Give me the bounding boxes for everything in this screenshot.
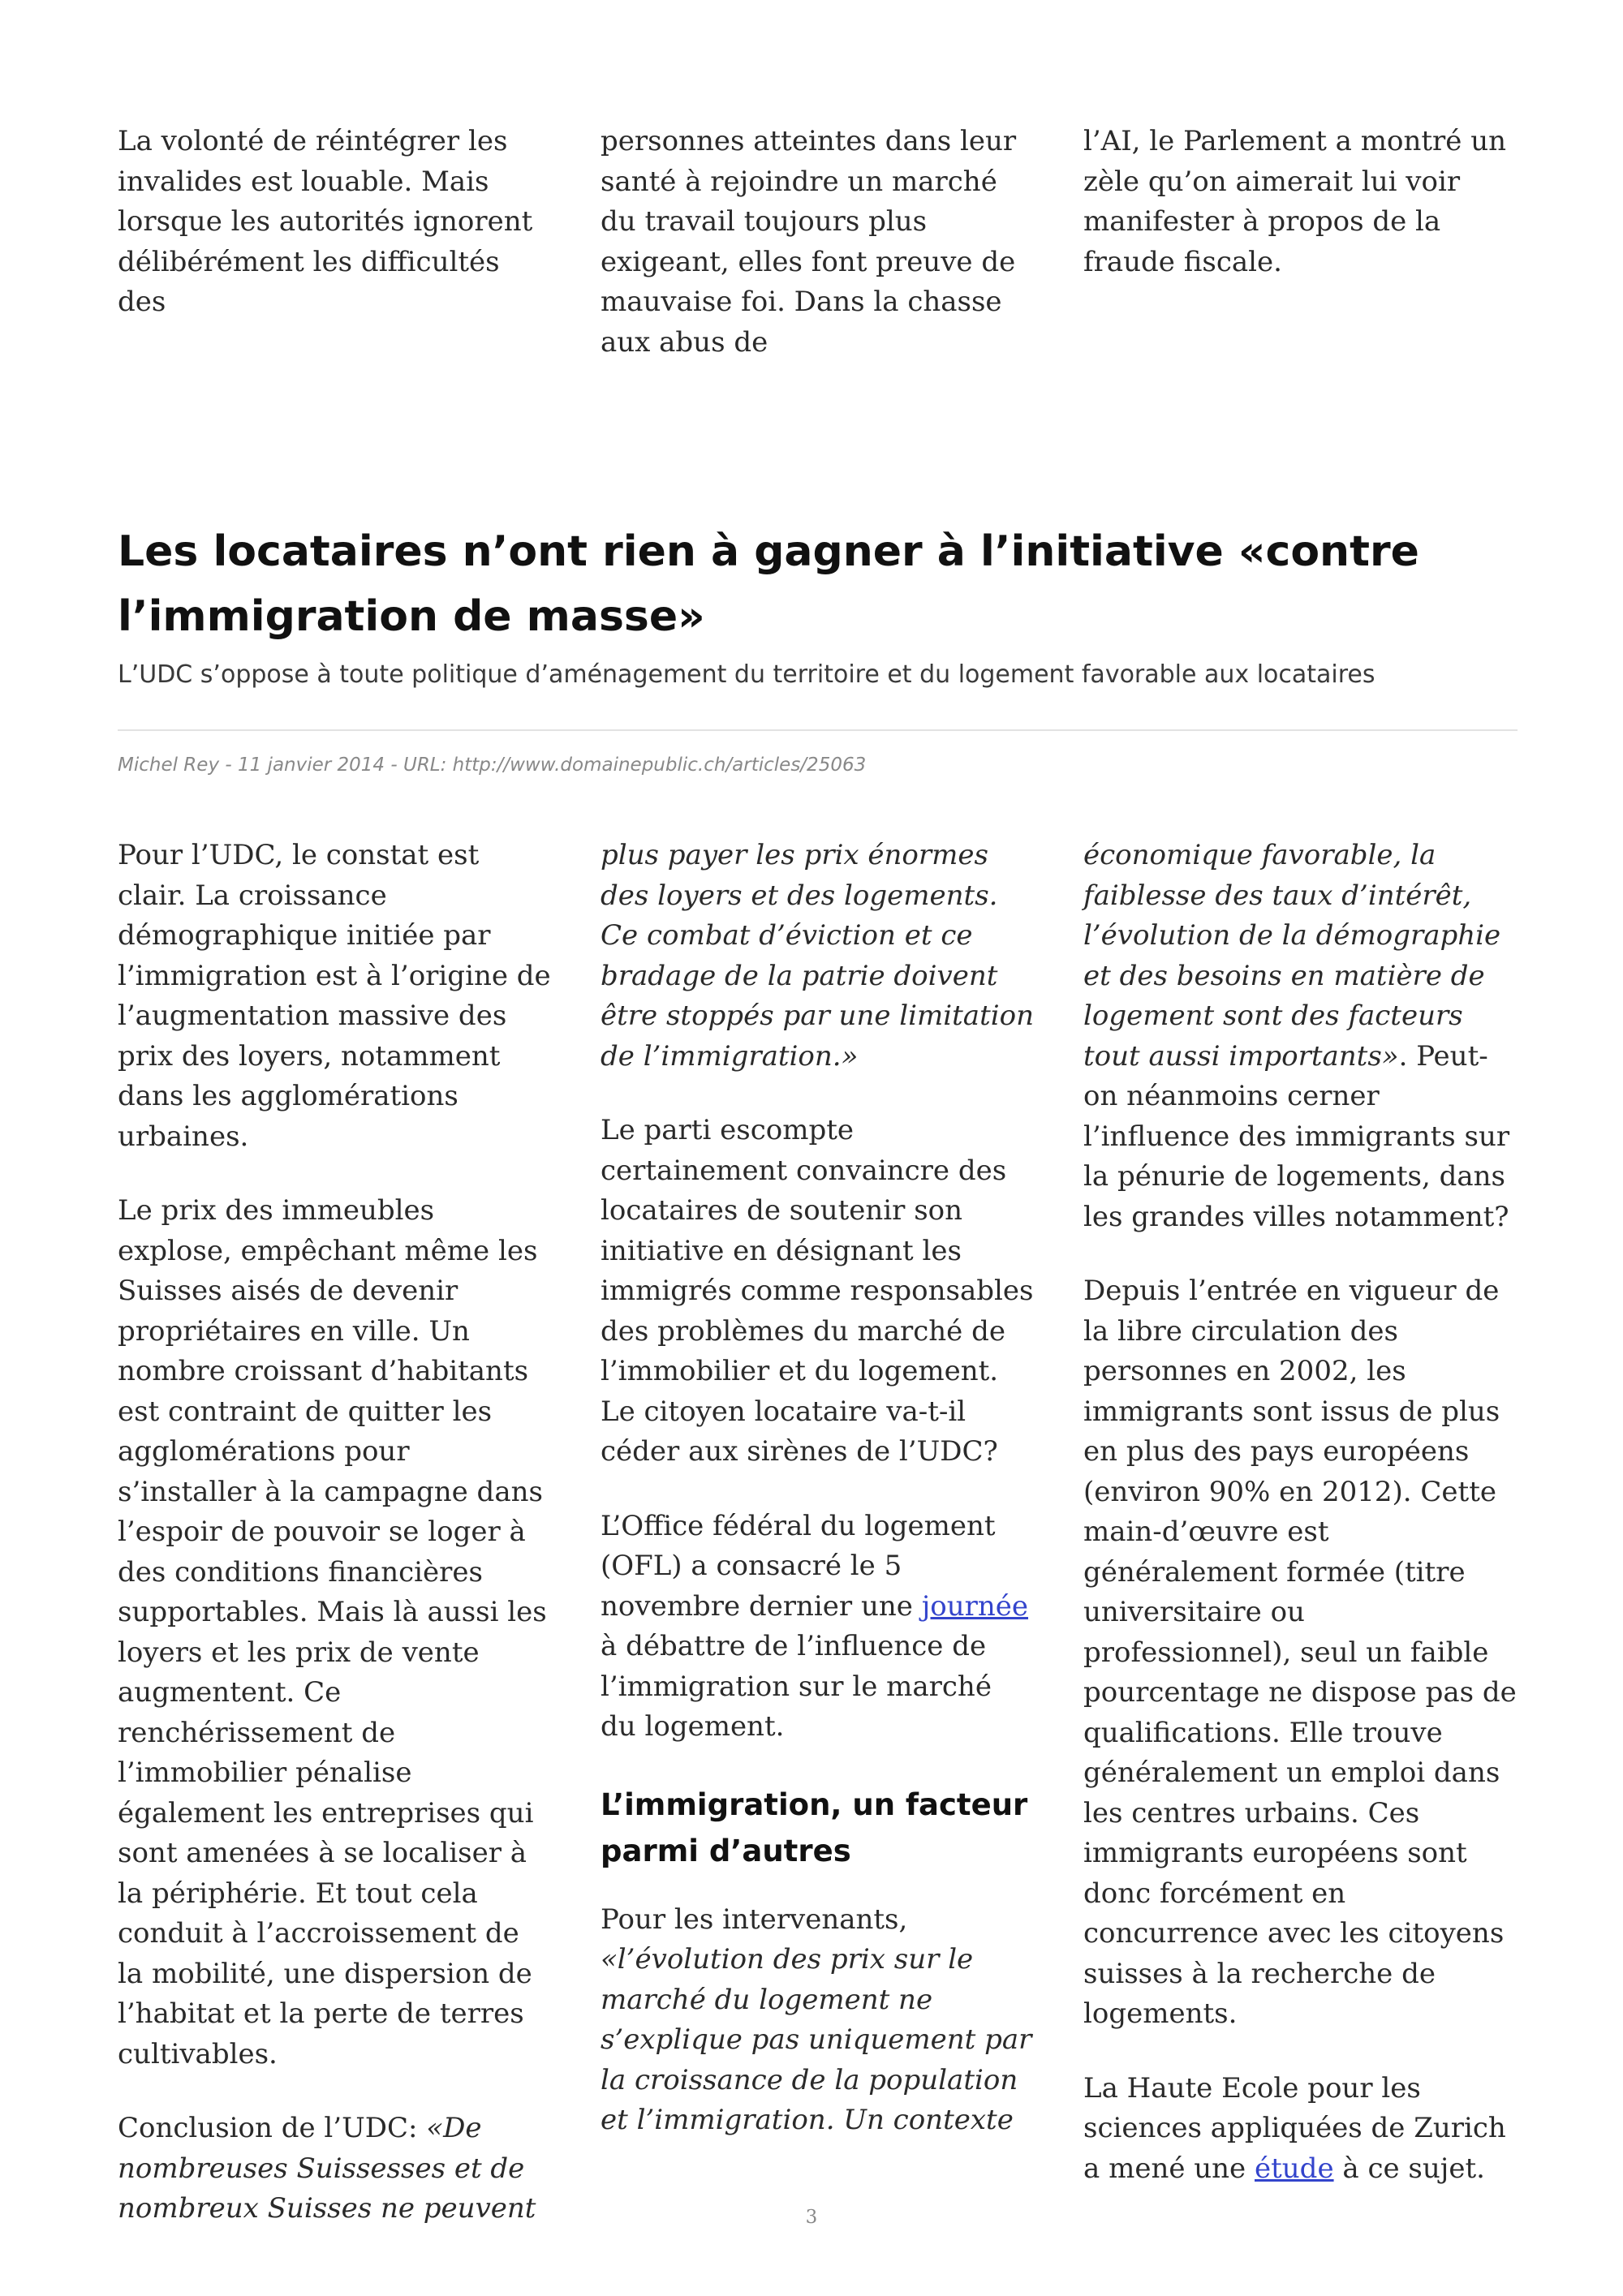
previous-article-line-block: La volonté de réintégrer les invalides est louable. Mais lorsque les autorités ignorent délibérément les difficultés des [118, 125, 533, 318]
paragraph-3-quote-full [0, 0, 1, 1]
paragraph-6-continued [1083, 836, 1518, 1237]
previous-article-col-1 [118, 122, 552, 397]
paragraph-8 [1083, 2069, 1518, 2190]
paragraph-5-after: à débattre de l’influence de l’immigration sur le marché du logement. [601, 1630, 992, 1743]
paragraph-8-after: à ce sujet. [1333, 2152, 1485, 2185]
paragraph-6-quote-continued: économique favorable, la faiblesse des taux d’intérêt, l’évolution de la démographie et des besoins en matière de logement sont des facteurs tout aussi importants» [1083, 839, 1501, 1073]
previous-article-line-block: l’AI, le Parlement a montré un zèle qu’on aimerait lui voir manifester à propos de la fraude fiscale. [1083, 125, 1507, 278]
paragraph-6-prefix: Pour les intervenants, [601, 1903, 908, 1936]
paragraph-4: Le parti escompte certainement convaincre des locataires de soutenir son initiative en désignant les immigrés comme responsables des problèmes du marché de l’immobilier et du logement. Le citoyen locataire va-t-il céder aux sirènes de l’UDC? [601, 1114, 1034, 1468]
paragraph-7: Depuis l’entrée en vigueur de la libre circulation des personnes en 2002, les immigrants sont issus de plus en plus des pays européens (environ 90% en 2012). Cette main-d’œuvre est généralement formée (titre universitaire ou professionnel), seul un faible pourcentage ne dispose pas de qualifications. Elle trouve généralement un emploi dans les centres urbains. Ces immigrants européens sont donc forcément en concurrence avec les citoyens suisses à la recherche de logements. [1083, 1275, 1517, 2030]
paragraph-1: Pour l’UDC, le constat est clair. La croissance démographique initiée par l’immigration est à l’origine de l’augmentation massive des prix des loyers, notamment dans les agglomérations urbaines. [118, 839, 551, 1153]
paragraph-6 [601, 1900, 1035, 2141]
previous-article-text [118, 122, 1518, 397]
article-column-1 [118, 836, 552, 2229]
article-body [118, 836, 1518, 2229]
previous-article-col-3 [1083, 122, 1518, 397]
page-number: 3 [805, 2207, 818, 2228]
article-title: Les locataires n’ont rien à gagner à l’initiative «contre l’immigration de masse» [118, 527, 1419, 641]
paragraph-5 [601, 1507, 1035, 1748]
article-column-3 [1083, 836, 1518, 2229]
article-column-2 [601, 836, 1035, 2229]
paragraph-6-quote-part: «l’évolution des prix sur le marché du logement ne s’explique pas uniquement par la croissance de la population et l’immigration. Un contexte [601, 1943, 1032, 2136]
paragraph-3-quote-continued: plus payer les prix énormes des loyers et des logements. Ce combat d’éviction et ce bradage de la patrie doivent être stoppés par une limitation de l’immigration.» [601, 839, 1034, 1073]
paragraph-3-continued [601, 836, 1035, 1077]
section-heading: L’immigration, un facteur parmi d’autres [601, 1786, 1028, 1868]
journee-link[interactable]: journée [921, 1589, 1029, 1623]
paragraph-3-prefix: Conclusion de l’UDC: [118, 2112, 427, 2144]
article-byline: Michel Rey - 11 janvier 2014 - URL: http://www.domainepublic.ch/articles/25063 [118, 755, 867, 776]
paragraph-6-quote-full [0, 0, 1, 1]
paragraph-3-quote-part: «De nombreuses Suissesses et de nombreux Suisses ne peuvent [118, 2112, 536, 2225]
paragraph-6-suffix: . Peut-on néanmoins cerner l’influence des immigrants sur la pénurie de logements, dans les grandes villes notamment? [1083, 1039, 1510, 1233]
paragraph-2: Le prix des immeubles explose, empêchant même les Suisses aisés de devenir propriétaires en ville. Un nombre croissant d’habitants est contraint de quitter les agglomérations pour s’installer à la campagne dans l’espoir de pouvoir se loger à des conditions financières supportables. Mais là aussi les loyers et les prix de vente augmentent. Ce renchérissement de l’immobilier pénalise également les entreprises qui sont amenées à se localiser à la périphérie. Et tout cela conduit à l’accroissement de la mobilité, une dispersion de l’habitat et la perte de terres cultivables. [118, 1194, 547, 2070]
etude-link[interactable]: étude [1255, 2152, 1334, 2185]
article-subtitle: L’UDC s’oppose à toute politique d’aménagement du territoire et du logement favorable aux locataires [118, 660, 1375, 689]
paragraph-8-before: La Haute Ecole pour les sciences appliquées de Zurich a mené une [1083, 2071, 1506, 2185]
paragraph-5-before: L’Office fédéral du logement (OFL) a consacré le 5 novembre dernier une [601, 1509, 996, 1623]
previous-article-line-block: personnes atteintes dans leur santé à rejoindre un marché du travail toujours plus exigeant, elles font preuve de mauvaise foi. Dans la chasse aux abus de [601, 125, 1017, 359]
previous-article-col-2 [601, 122, 1035, 397]
title-divider [118, 729, 1518, 731]
previous-article-source [0, 0, 1, 1]
